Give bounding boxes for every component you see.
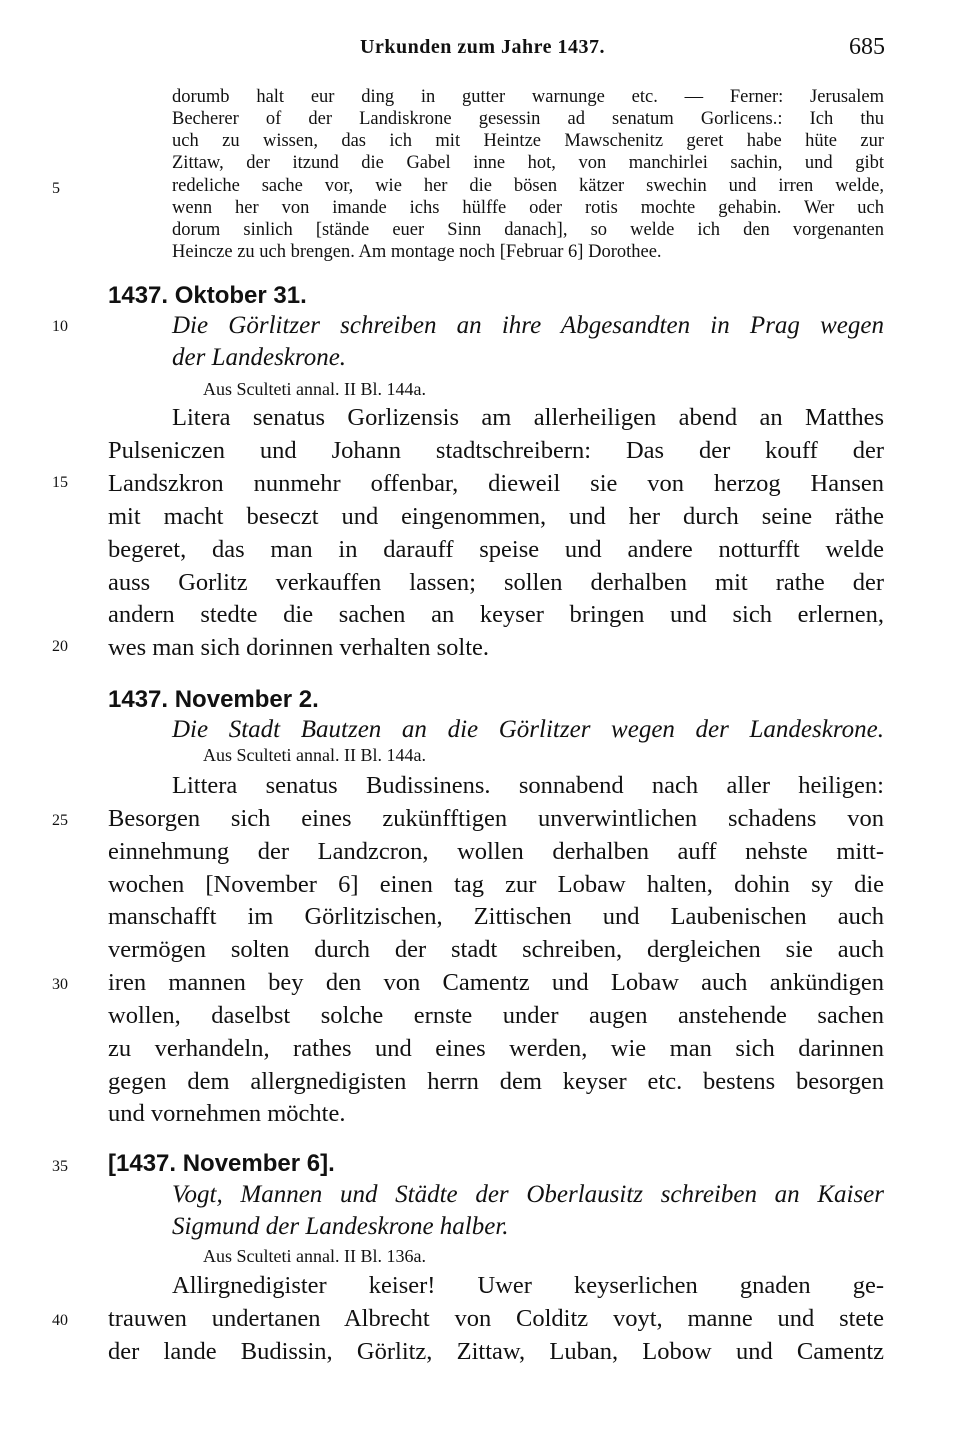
text-line: Landszkron nunmehr offenbar, dieweil sie von herzog Hansen — [108, 470, 884, 497]
text-line: Zittaw, der itzund die Gabel inne hot, von manchirlei sachin, und gibt — [172, 153, 884, 173]
text-line: Allirgnedigister keiser! Uwer keyserlichen gnaden ge- — [172, 1272, 884, 1299]
text-line: vermögen solten durch der stadt schreiben, dergleichen sie auch — [108, 936, 884, 963]
entry-summary: Die Stadt Bautzen an die Görlitzer wegen der Landeskrone. — [172, 716, 884, 743]
entry-date-heading: 1437. November 2. — [108, 686, 319, 713]
entry-summary: Vogt, Mannen und Städte der Oberlausitz schreiben an Kaiser — [172, 1181, 884, 1208]
text-line: einnehmung der Landzcron, wollen derhalben auff nehste mitt- — [108, 838, 884, 865]
entry-source: Aus Sculteti annal. II Bl. 144a. — [203, 379, 426, 399]
line-number: 25 — [52, 812, 68, 829]
entry-summary: Die Görlitzer schreiben an ihre Abgesandten in Prag wegen — [172, 312, 884, 339]
line-number: 10 — [52, 318, 68, 335]
text-line: wenn her von imande ichs hülffe oder rotis mochte gehabin. Wer uch — [172, 198, 884, 218]
text-line: manschafft im Görlitzischen, Zittischen und Laubenischen auch — [108, 903, 884, 930]
text-line: wochen [November 6] einen tag zur Lobaw halten, dohin sy die — [108, 871, 884, 898]
text-line: dorumb halt eur ding in gutter warnunge etc. — Ferner: Jerusalem — [172, 87, 884, 107]
line-number: 5 — [52, 180, 60, 197]
text-line: wollen, daselbst solche ernste under augen anstehende sachen — [108, 1002, 884, 1029]
entry-summary: der Landeskrone. — [172, 344, 347, 371]
entry-summary: Sigmund der Landeskrone halber. — [172, 1213, 509, 1240]
line-number: 40 — [52, 1312, 68, 1329]
entry-source: Aus Sculteti annal. II Bl. 136a. — [203, 1246, 426, 1266]
text-line: mit macht beseczt und eingenommen, und her durch seine räthe — [108, 503, 884, 530]
text-line: gegen dem allergnedigisten herrn dem keyser etc. bestens besorgen — [108, 1068, 884, 1095]
text-line: Becherer of der Landiskrone gesessin ad senatum Gorlicens.: Ich thu — [172, 109, 884, 129]
text-line: dorum sinlich [stände euer Sinn danach], so welde ich den vorgenanten — [172, 220, 884, 240]
page-header — [0, 36, 960, 66]
running-head: Urkunden zum Jahre 1437. — [360, 36, 605, 58]
text-line: trauwen undertanen Albrecht von Colditz voyt, manne und stete — [108, 1305, 884, 1332]
text-line: wes man sich dorinnen verhalten solte. — [108, 634, 490, 661]
text-line: Pulseniczen und Johann stadtschreibern: Das der kouff der — [108, 437, 884, 464]
text-line: der lande Budissin, Görlitz, Zittaw, Luban, Lobow und Camentz — [108, 1338, 884, 1365]
text-line: uch zu wissen, das ich mit Heintze Mawschenitz geret habe hüte zur — [172, 131, 884, 151]
text-line: begeret, das man in darauff speise und andere notturfft welde — [108, 536, 884, 563]
page-number: 685 — [849, 34, 885, 60]
text-line: und vornehmen möchte. — [108, 1100, 346, 1127]
line-number: 15 — [52, 474, 68, 491]
text-line: zu verhandeln, rathes und eines werden, wie man sich darinnen — [108, 1035, 884, 1062]
text-line: Littera senatus Budissinens. sonnabend nach aller heiligen: — [172, 772, 884, 799]
text-line: Besorgen sich eines zukünfftigen unverwintlichen schadens von — [108, 805, 884, 832]
line-number: 35 — [52, 1158, 68, 1175]
text-line: Litera senatus Gorlizensis am allerheiligen abend an Matthes — [172, 404, 884, 431]
text-line: andern stedte die sachen an keyser bringen und sich erlernen, — [108, 601, 884, 628]
text-line: redeliche sache vor, wie her die bösen kätzer swechin und irren welde, — [172, 176, 884, 196]
text-line: iren mannen bey den von Camentz und Lobaw auch ankündigen — [108, 969, 884, 996]
entry-date-heading: [1437. November 6]. — [108, 1150, 335, 1177]
line-number: 20 — [52, 638, 68, 655]
entry-source: Aus Sculteti annal. II Bl. 144a. — [203, 745, 426, 765]
entry-date-heading: 1437. Oktober 31. — [108, 282, 307, 309]
line-number: 30 — [52, 976, 68, 993]
text-line: auss Gorlitz verkauffen lassen; sollen derhalben mit rathe der — [108, 569, 884, 596]
text-line: Heincze zu uch brengen. Am montage noch [Februar 6] Dorothee. — [172, 242, 662, 262]
